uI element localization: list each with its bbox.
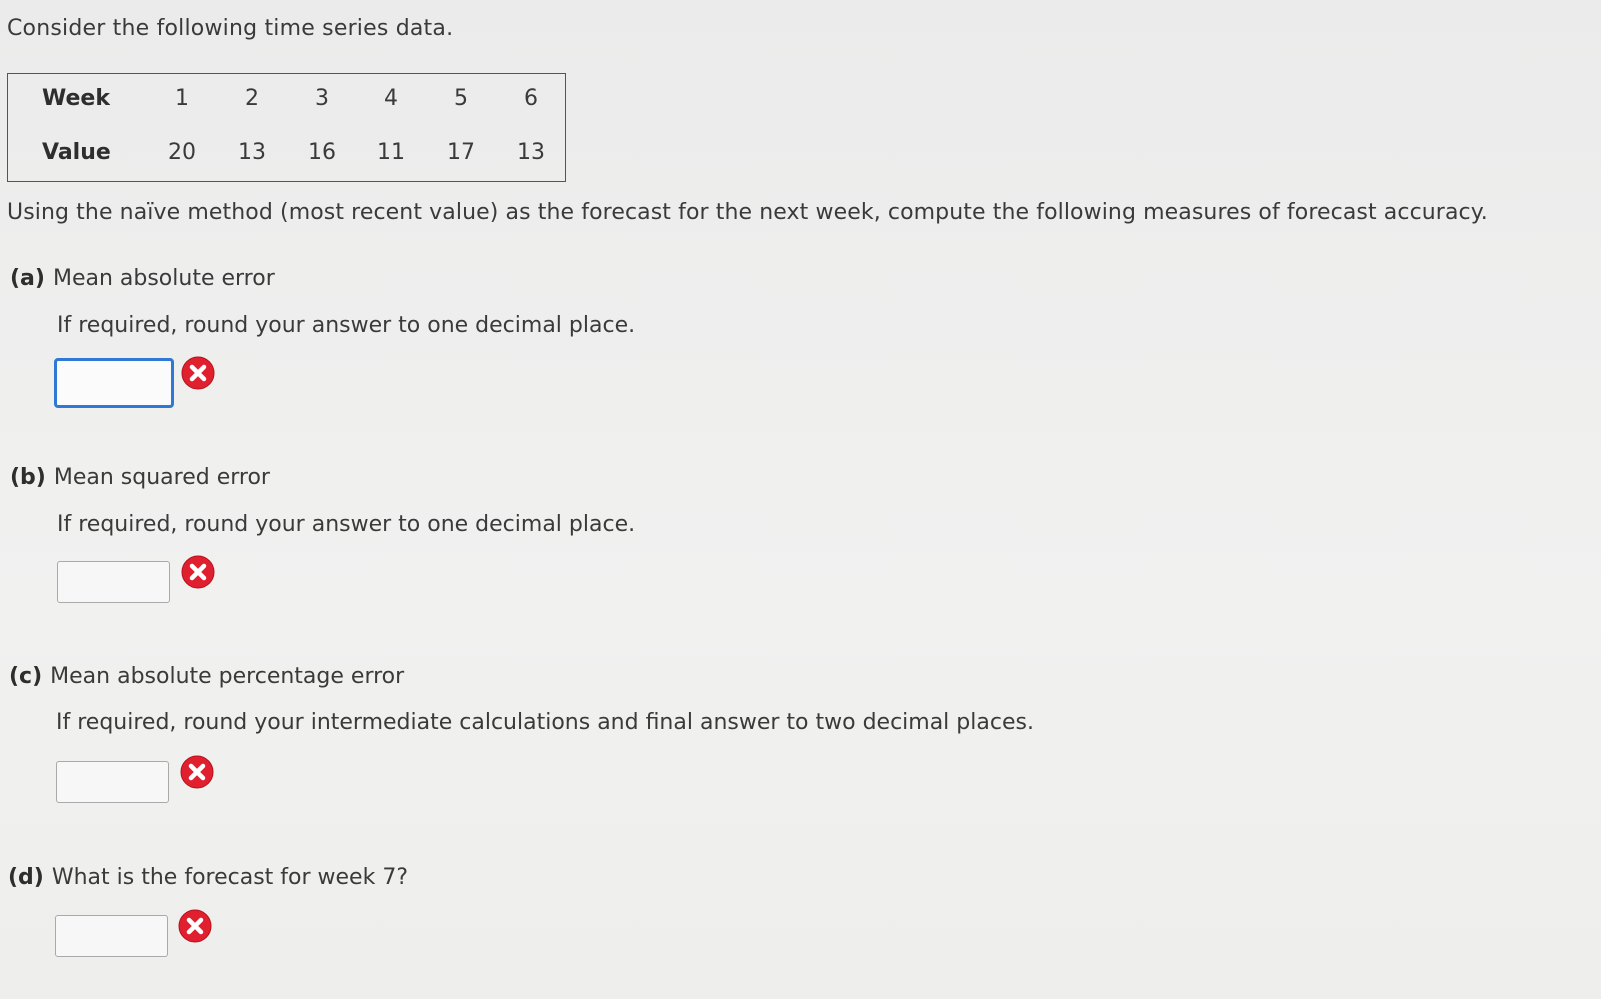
time-series-table <box>7 73 566 182</box>
part-b-title: Mean squared error <box>53 465 270 490</box>
part-c-title: Mean absolute percentage error <box>50 664 405 689</box>
incorrect-x-icon <box>181 555 215 589</box>
value-cell: 17 <box>447 140 475 165</box>
part-c-letter: (c) <box>9 664 43 689</box>
part-d-letter: (d) <box>8 865 44 890</box>
incorrect-x-icon <box>181 356 215 390</box>
part-b-label <box>10 465 270 490</box>
part-a-letter: (a) <box>10 266 45 291</box>
part-c-label <box>9 664 404 689</box>
part-a-label <box>10 266 275 291</box>
week-cell: 2 <box>245 86 259 111</box>
value-cell: 16 <box>308 140 336 165</box>
part-c-note: If required, round your intermediate calculations and final answer to two decimal places. <box>56 710 1034 735</box>
week-7-forecast-input[interactable] <box>55 915 168 957</box>
incorrect-x-icon <box>178 909 212 943</box>
week-row <box>8 86 565 116</box>
part-b-note: If required, round your answer to one decimal place. <box>57 512 636 537</box>
incorrect-x-icon <box>180 755 214 789</box>
mean-absolute-percentage-error-input[interactable] <box>56 761 169 803</box>
mean-absolute-error-input[interactable] <box>54 358 174 408</box>
value-cell: 20 <box>168 140 196 165</box>
week-cell: 4 <box>384 86 398 111</box>
part-a-title: Mean absolute error <box>52 266 275 291</box>
week-cell: 1 <box>175 86 189 111</box>
intro-text: Consider the following time series data. <box>7 16 454 41</box>
part-a-note: If required, round your answer to one decimal place. <box>57 313 636 338</box>
week-cell: 6 <box>524 86 538 111</box>
value-row <box>8 140 565 170</box>
value-cell: 11 <box>377 140 405 165</box>
value-header: Value <box>42 140 111 165</box>
mean-squared-error-input[interactable] <box>57 561 170 603</box>
instruction-text: Using the naïve method (most recent value) as the forecast for the next week, compute the following measures of forecast accuracy. <box>7 200 1488 225</box>
value-cell: 13 <box>517 140 545 165</box>
part-d-label <box>8 865 408 890</box>
week-cell: 5 <box>454 86 468 111</box>
week-cell: 3 <box>315 86 329 111</box>
part-d-title: What is the forecast for week 7? <box>51 865 408 890</box>
part-b-letter: (b) <box>10 465 46 490</box>
week-header: Week <box>42 86 110 111</box>
value-cell: 13 <box>238 140 266 165</box>
